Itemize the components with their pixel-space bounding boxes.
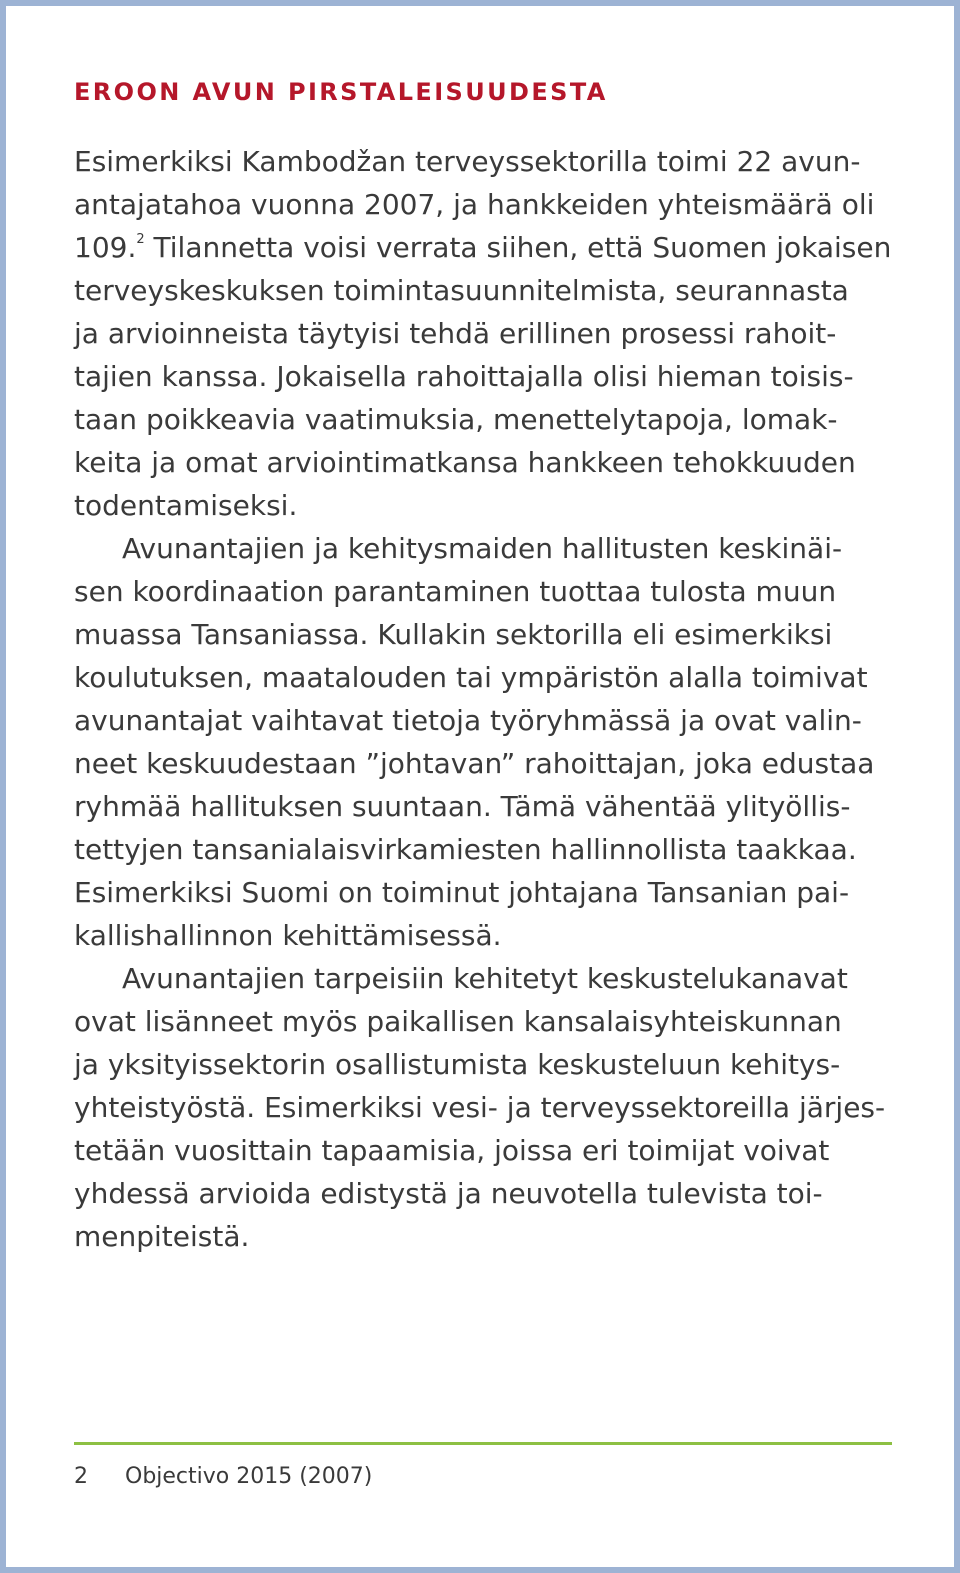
text-line: menpiteistä. xyxy=(74,1220,250,1253)
text-line: terveyskeskuksen toimintasuunnitelmista, seurannasta xyxy=(74,274,849,307)
text-line: yhteistyöstä. Esimerkiksi vesi- ja terveyssektoreilla järjes- xyxy=(74,1091,886,1124)
page-footer xyxy=(74,1464,372,1489)
text-line: taan poikkeavia vaatimuksia, menettelytapoja, lomak- xyxy=(74,403,838,436)
text-line: koulutuksen, maatalouden tai ympäristön alalla toimivat xyxy=(74,661,868,694)
text-line: ja arvioinneista täytyisi tehdä erillinen prosessi rahoit- xyxy=(74,317,837,350)
text-line: tettyjen tansanialaisvirkamiesten hallinnollista taakkaa. xyxy=(74,833,857,866)
text-line: tetään vuosittain tapaamisia, joissa eri toimijat voivat xyxy=(74,1134,830,1167)
text-line xyxy=(74,226,904,269)
text-line: avunantajat vaihtavat tietoja työryhmässä ja ovat valin- xyxy=(74,704,862,737)
page-number: 2 xyxy=(74,1464,88,1489)
text-segment: 109. xyxy=(74,231,137,264)
text-line: tajien kanssa. Jokaisella rahoittajalla olisi hieman toisis- xyxy=(74,360,854,393)
body-text xyxy=(74,140,904,1258)
text-line: ryhmää hallituksen suuntaan. Tämä vähentää ylityöllis- xyxy=(74,790,851,823)
text-line: neet keskuudestaan ”johtavan” rahoittajan, joka edustaa xyxy=(74,747,875,780)
section-heading: EROON AVUN PIRSTALEISUUDESTA xyxy=(74,78,608,106)
text-line: kallishallinnon kehittämisessä. xyxy=(74,919,502,952)
text-line: keita ja omat arviointimatkansa hankkeen tehokkuuden xyxy=(74,446,856,479)
text-line: Avunantajien ja kehitysmaiden hallitusten keskinäi- xyxy=(122,532,843,565)
footnote-reference: 2 xyxy=(136,232,145,247)
text-line: ja yksityissektorin osallistumista keskusteluun kehitys- xyxy=(74,1048,841,1081)
text-line: sen koordinaation parantaminen tuottaa tulosta muun xyxy=(74,575,837,608)
text-line: Esimerkiksi Suomi on toiminut johtajana Tansanian pai- xyxy=(74,876,850,909)
text-line: ovat lisänneet myös paikallisen kansalaisyhteiskunnan xyxy=(74,1005,842,1038)
text-line: Esimerkiksi Kambodžan terveyssektorilla toimi 22 avun- xyxy=(74,145,861,178)
text-line: yhdessä arvioida edistystä ja neuvotella tulevista toi- xyxy=(74,1177,823,1210)
text-segment: Tilannetta voisi verrata siihen, että Suomen jokaisen xyxy=(144,231,892,264)
publication-title: Objectivo 2015 (2007) xyxy=(125,1464,373,1489)
text-line: todentamiseksi. xyxy=(74,489,298,522)
text-line: Avunantajien tarpeisiin kehitetyt keskustelukanavat xyxy=(122,962,848,995)
footer-divider xyxy=(74,1442,892,1445)
text-line: muassa Tansaniassa. Kullakin sektorilla eli esimerkiksi xyxy=(74,618,833,651)
text-line: antajatahoa vuonna 2007, ja hankkeiden yhteismäärä oli xyxy=(74,188,875,221)
page xyxy=(6,6,954,1567)
